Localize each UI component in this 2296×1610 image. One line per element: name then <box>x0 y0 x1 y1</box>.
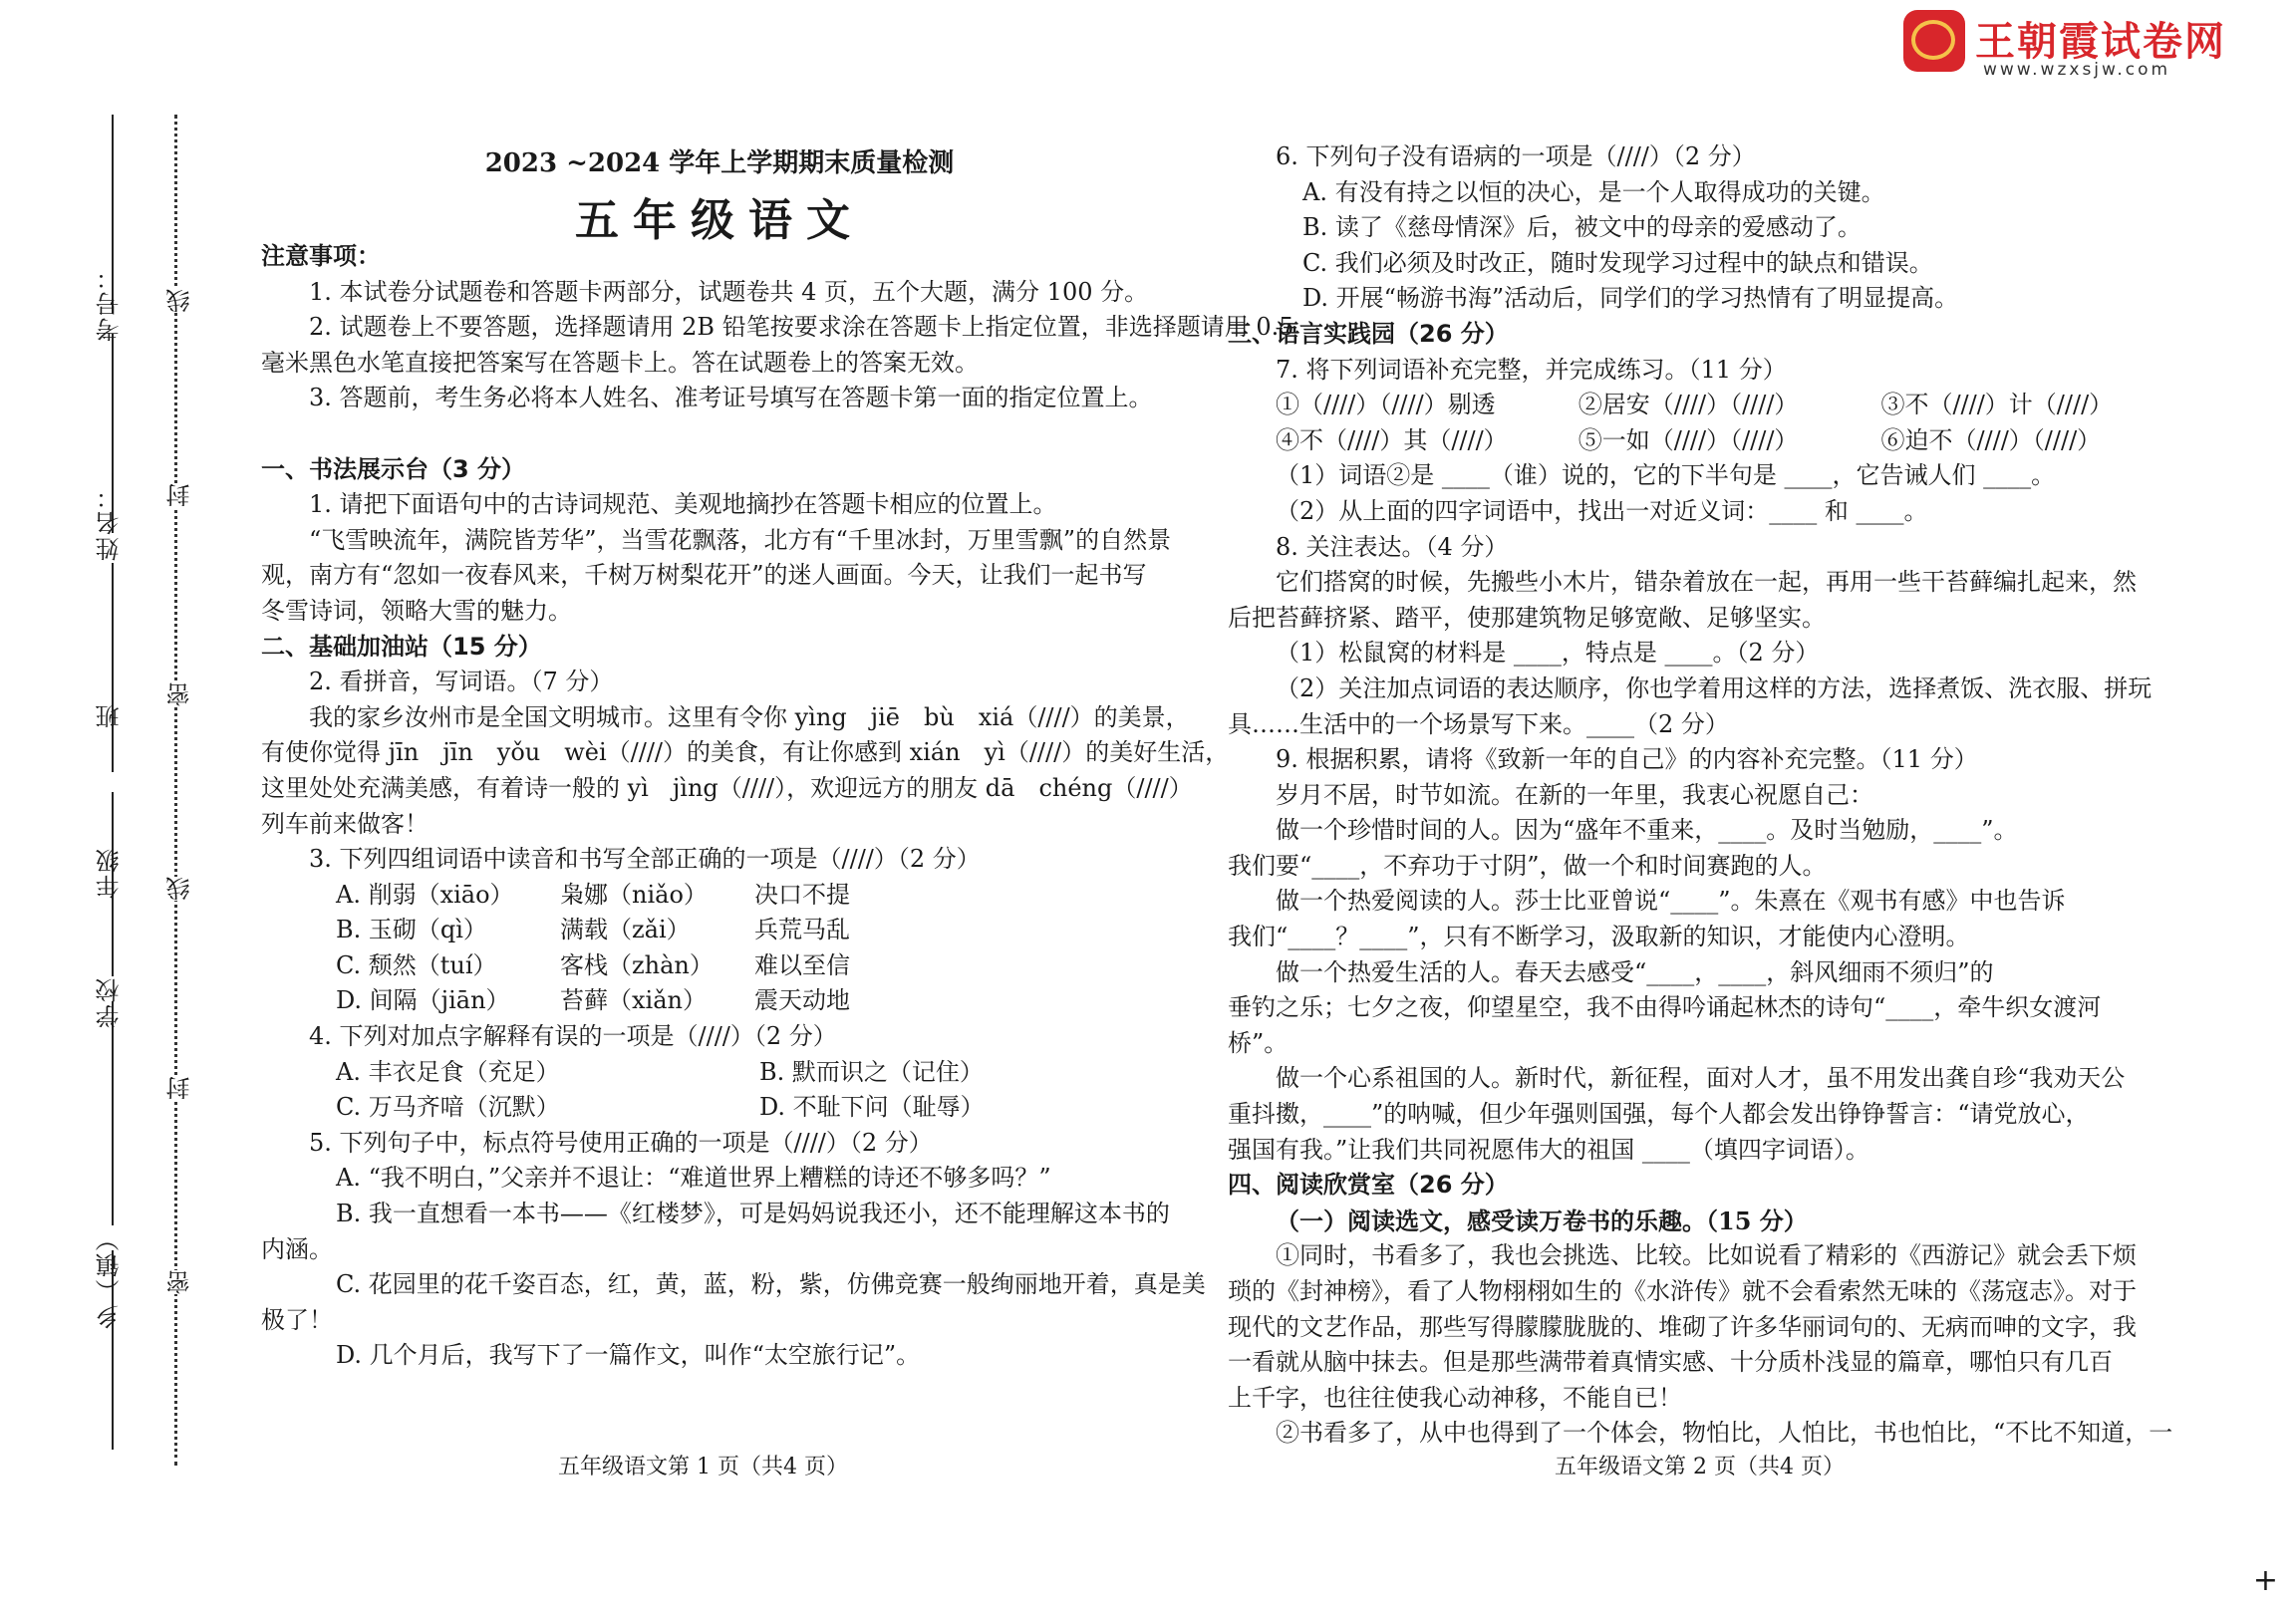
option-cell: A. 丰衣足食（充足） <box>336 1057 560 1086</box>
text-line: （2）从上面的四字词语中，找出一对近义词：____ 和 ____。 <box>1276 496 1928 525</box>
option-cell: C. 万马齐喑（沉默） <box>336 1093 560 1122</box>
text-line: 强国有我。”让我们共同祝愿伟大的祖国 ____（填四字词语）。 <box>1228 1135 1869 1164</box>
option-cell: 苔藓（xiǎn） <box>560 986 707 1015</box>
option-cell: 难以至信 <box>754 950 850 979</box>
text-line: ①同时，书看多了，我也会挑选、比较。比如说看了精彩的《西游记》就会丢下烦 <box>1276 1241 2137 1270</box>
option-cell: 决口不提 <box>754 880 850 909</box>
option-row <box>261 878 1178 914</box>
field-grade: 年级 <box>96 847 124 899</box>
text-line: 做一个珍惜时间的人。因为“盛年不重来，____。及时当勉励，____”。 <box>1276 816 2018 845</box>
text-line: 4. 下列对加点字解释有误的一项是（////）（2 分） <box>309 1022 837 1051</box>
text-line: 冬雪诗词，领略大雪的魅力。 <box>261 596 572 625</box>
text-line: 3. 下列四组词语中读音和书写全部正确的一项是（////）（2 分） <box>309 845 981 874</box>
text-line: C. 花园里的花千姿百态，红，黄，蓝，粉，紫，仿佛竞赛一般绚丽地开着，真是美 <box>336 1270 1206 1299</box>
field-exam-number: 考号： <box>96 264 124 342</box>
registration-mark-icon: + <box>2252 1563 2278 1598</box>
left-text-block <box>261 1019 1178 1055</box>
text-line: 具……生活中的一个场景写下来。____（2 分） <box>1228 709 1729 738</box>
text-line: 2. 试题卷上不要答题，选择题请用 2B 铅笔按要求涂在答题卡上指定位置，非选择题请用 0.5 <box>309 313 1294 342</box>
text-line: 一、书法展示台（3 分） <box>261 454 526 483</box>
option-cell: B. 玉砌（qì） <box>336 916 487 944</box>
seal-word: 封 <box>162 483 197 507</box>
option-row <box>1228 423 2145 459</box>
page-1-column <box>261 239 1294 1374</box>
text-line: 垂钓之乐；七夕之夜，仰望星空，我不由得吟诵起林杰的诗句“____，牵牛织女渡河 <box>1228 993 2102 1022</box>
text-line: A. “我不明白，”父亲并不退让：“难道世界上糟糕的诗还不够多吗？” <box>336 1164 1051 1193</box>
text-line: “飞雪映流年，满院皆芳华”，当雪花飘落，北方有“千里冰封，万里雪飘”的自然景 <box>309 525 1172 554</box>
text-line: 做一个心系祖国的人。新时代，新征程，面对人才，虽不用发出龚自珍“我劝天公 <box>1276 1064 2126 1093</box>
text-line: 注意事项： <box>261 242 381 270</box>
page-2-column <box>1228 139 2173 1452</box>
logo-url: www.wzxsjw.com <box>1983 60 2171 80</box>
text-line: 做一个热爱生活的人。春天去感受“____，____，斜风细雨不须归”的 <box>1276 957 1994 986</box>
text-line: 我们“____？____”，只有不断学习，汲取新的知识，才能使内心澄明。 <box>1228 923 1970 951</box>
option-row <box>261 913 1178 948</box>
text-line: 1. 请把下面语句中的古诗词规范、美观地摘抄在答题卡相应的位置上。 <box>309 490 1057 519</box>
exam-title: 五年级语文 <box>575 195 864 246</box>
text-line: 二、基础加油站（15 分） <box>261 632 542 661</box>
text-line: D. 开展“畅游书海”活动后，同学们的学习热情有了明显提高。 <box>1302 284 1959 313</box>
text-line: 6. 下列句子没有语病的一项是（////）（2 分） <box>1276 142 1756 170</box>
option-row <box>261 1090 1178 1126</box>
text-line: B. 我一直想看一本书——《红楼梦》，可是妈妈说我还小，还不能理解这本书的 <box>336 1200 1170 1228</box>
page-footer-1: 五年级语文第 1 页（共4 页） <box>558 1455 848 1479</box>
option-cell: D. 间隔（jiān） <box>336 986 510 1015</box>
option-cell: D. 不耻下问（耻辱） <box>759 1093 985 1122</box>
option-cell: C. 颓然（tuí） <box>336 950 497 979</box>
text-line: ②书看多了，从中也得到了一个体会，物怕比，人怕比，书也怕比，“不比不知道，一 <box>1276 1419 2173 1448</box>
fill-line <box>112 563 114 772</box>
text-line: 桥”。 <box>1228 1028 1289 1057</box>
text-line: 列车前来做客！ <box>261 809 429 838</box>
logo-emblem-icon <box>1903 10 1965 72</box>
text-line: 9. 根据积累，请将《致新一年的自己》的内容补充完整。（11 分） <box>1276 745 1978 774</box>
right-text-block <box>1228 139 2145 388</box>
text-line: 5. 下列句子中，标点符号使用正确的一项是（////）（2 分） <box>309 1128 933 1157</box>
text-line: 后把苔藓挤紧、踏平，使那建筑物足够宽敞、足够坚实。 <box>1228 603 1826 632</box>
option-cell: ⑥迫不（////）（////） <box>1880 425 2102 454</box>
left-text-block <box>261 1126 1206 1374</box>
text-line: （1）词语②是 ____（谁）说的，它的下半句是 ____，它告诫人们 ____。 <box>1276 461 2056 490</box>
text-line: 观，南方有“忽如一夜春风来，千树万树梨花开”的迷人画面。今天，让我们一起书写 <box>261 561 1147 590</box>
field-name: 姓名： <box>96 483 124 561</box>
option-cell: A. 削弱（xiāo） <box>336 880 514 909</box>
text-line: 我的家乡汝州市是全国文明城市。这里有令你 yìng jiē bù xiá（////）的美景， <box>309 702 1190 731</box>
text-line: 它们搭窝的时候，先搬些小木片，错杂着放在一起，再用一些干苔藓编扎起来，然 <box>1276 568 2137 597</box>
text-line: 琐的《封神榜》，看了人物栩栩如生的《水浒传》就不会看索然无味的《荡寇志》。对于 <box>1228 1277 2137 1305</box>
text-line: 三、语言实践园（26 分） <box>1228 319 1509 348</box>
seal-word: 线 <box>162 289 197 313</box>
text-line: 上千字，也往往使我心动神移，不能自已！ <box>1228 1383 1682 1412</box>
text-line: 岁月不居，时节如流。在新的一年里，我衷心祝愿自己： <box>1276 780 1873 809</box>
q3-options <box>261 878 1178 1019</box>
option-cell: ④不（////）其（////） <box>1276 425 1508 454</box>
field-school: 学校 <box>96 976 124 1028</box>
text-line: A. 有没有持之以恒的决心，是一个人取得成功的关键。 <box>1302 177 1885 206</box>
option-row <box>261 948 1178 984</box>
text-line: D. 几个月后，我写下了一篇作文，叫作“太空旅行记”。 <box>336 1341 921 1370</box>
logo-title: 王朝霞试卷网 <box>1975 19 2226 65</box>
text-line: 1. 本试卷分试题卷和答题卡两部分，试题卷共 4 页，五个大题，满分 100 分。 <box>309 277 1149 306</box>
text-line: 我们要“____，不弃功于寸阴”，做一个和时间赛跑的人。 <box>1228 851 1827 880</box>
text-line: 做一个热爱阅读的人。莎士比亚曾说“____”。朱熹在《观书有感》中也告诉 <box>1276 887 2066 916</box>
option-cell: 枭娜（niǎo） <box>560 880 708 909</box>
text-line <box>261 416 1178 452</box>
left-text-block <box>261 239 1294 878</box>
text-line: 现代的文艺作品，那些写得朦朦胧胧的、堆砌了许多华丽词句的、无病而呻的文字，我 <box>1228 1312 2137 1341</box>
text-line: 内涵。 <box>261 1234 333 1263</box>
option-cell: ③不（////）计（////） <box>1880 391 2114 419</box>
text-line: （一）阅读选文，感受读万卷书的乐趣。（15 分） <box>1276 1206 1808 1235</box>
text-line: （2）关注加点词语的表达顺序，你也学着用这样的方法，选择煮饭、洗衣服、拼玩 <box>1276 673 2152 702</box>
option-cell: ⑤一如（////）（////） <box>1578 425 1799 454</box>
option-cell: 满载（zǎi） <box>560 916 691 944</box>
text-line: （1）松鼠窝的材料是 ____，特点是 ____。（2 分） <box>1276 639 1820 668</box>
option-cell: 客栈（zhàn） <box>560 950 714 979</box>
q7-grid <box>1228 388 2145 458</box>
q4-options <box>261 1055 1178 1126</box>
text-line: 毫米黑色水笔直接把答案写在答题卡上。答在试题卷上的答案无效。 <box>261 348 979 377</box>
option-cell: B. 默而识之（记住） <box>759 1057 984 1086</box>
option-cell: ②居安（////）（////） <box>1578 391 1799 419</box>
text-line: B. 读了《慈母情深》后，被文中的母亲的爱感动了。 <box>1302 213 1862 242</box>
text-line: 有使你觉得 jīn jīn yǒu wèi（////）的美食，有让你感到 xián yì（////）的美好生活， <box>261 738 1230 767</box>
text-line: C. 我们必须及时改正，随时发现学习过程中的缺点和错误。 <box>1302 248 1933 277</box>
text-line: 极了！ <box>261 1305 333 1334</box>
exam-year-line: 2023 ~2024 学年上学期期末质量检测 <box>484 148 955 178</box>
text-line: 这里处处充满美感，有着诗一般的 yì jìng（////），欢迎远方的朋友 dā chéng（////） <box>261 773 1193 802</box>
field-township: 乡（镇） <box>96 1225 124 1329</box>
option-cell: 震天动地 <box>754 986 850 1015</box>
option-row <box>261 983 1178 1019</box>
right-text-block <box>1228 458 2173 1452</box>
option-cell: 兵荒马乱 <box>754 916 850 944</box>
option-row <box>1228 388 2145 423</box>
text-line: 四、阅读欣赏室（26 分） <box>1228 1171 1509 1200</box>
option-cell: ①（////）（////）剔透 <box>1276 391 1496 419</box>
seal-word: 封 <box>162 1076 197 1100</box>
text-line: 一看就从脑中抹去。但是那些满带着真情实感、十分质朴浅显的篇章，哪怕只有几百 <box>1228 1348 2113 1377</box>
seal-word: 密 <box>162 1270 197 1294</box>
option-row <box>261 1055 1178 1091</box>
field-class: 班 <box>96 702 124 728</box>
text-line: 重抖擞，____”的呐喊，但少年强则国强，每个人都会发出铮铮誓言：“请党放心， <box>1228 1100 2090 1129</box>
text-line: 8. 关注表达。（4 分） <box>1276 532 1509 561</box>
page-footer-2: 五年级语文第 2 页（共4 页） <box>1555 1455 1845 1479</box>
text-line: 3. 答题前，考生务必将本人姓名、准考证号填写在答题卡第一面的指定位置上。 <box>309 384 1153 412</box>
site-logo <box>1903 10 2292 80</box>
fill-line <box>112 1001 114 1225</box>
binding-dotted-line <box>174 115 177 1466</box>
seal-word: 密 <box>162 682 197 706</box>
text-line: 7. 将下列词语补充完整，并完成练习。（11 分） <box>1276 355 1787 384</box>
seal-word: 线 <box>162 877 197 901</box>
text-line: 2. 看拼音，写词语。（7 分） <box>309 668 614 696</box>
